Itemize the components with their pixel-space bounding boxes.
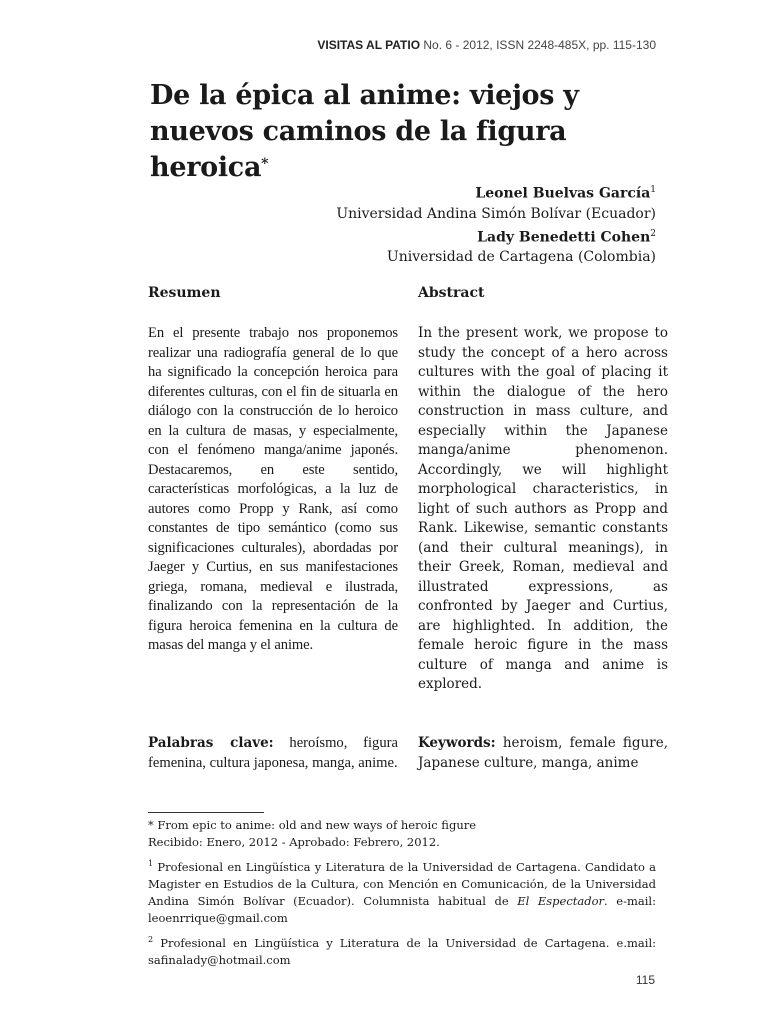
abstract-body: In the present work, we propose to study the concept of a hero across cultures with the goal of placing it within the dialogue of the hero construction in mass culture, and especially within the Japanese manga/anime phenomenon. Accordingly, we will highlight morphological characteristics, in light of such authors as Propp and Rank. Likewise, semantic constants (and their cultural meanings), in their Greek, Roman, medieval and illustrated expressions, as confronted by Jaeger and Curtius, are highlighted. In addition, the female heroic figure in the mass culture of manga and anime is explored. — [418, 325, 668, 692]
resumen-heading: Resumen — [148, 285, 221, 301]
footnote-2-text: Profesional en Lingüística y Literatura de la Universidad de Cartagena. e.mail: safinalady@hotmail.com — [148, 935, 657, 967]
author-1-mark: 1 — [650, 185, 656, 195]
footnote-1-email: . e-mail: leoenrrique@gmail.com — [148, 893, 656, 925]
author-1-name: Leonel Buelvas García — [475, 185, 651, 202]
footnote-dates: Recibido: Enero, 2012 - Aprobado: Febrero, 2012. — [148, 835, 440, 849]
footnote-2 — [148, 931, 656, 969]
keywords-text: heroism, female figure, Japanese culture, manga, anime — [418, 735, 669, 771]
author-2 — [136, 224, 656, 248]
footnote-1-text: Profesional en Lingüística y Literatura de la Universidad de Cartagena. Candidato a Magister en Estudios de la Cultura, con Mención en Comunicación, de la Universidad Andina Simón Bolívar (Ecuador). Columnista habitual de — [148, 859, 657, 908]
article-title — [150, 78, 670, 186]
page-number: 115 — [635, 973, 655, 987]
footnote-1-italic: El Espectador — [517, 893, 605, 908]
resumen-column — [148, 284, 398, 656]
footnotes — [148, 817, 656, 969]
journal-name: VISITAS AL PATIO — [317, 38, 421, 52]
footnote-star: * From epic to anime: old and new ways of heroic figure — [148, 818, 477, 832]
author-2-affiliation: Universidad de Cartagena (Colombia) — [386, 249, 656, 266]
abstract-heading: Abstract — [418, 285, 485, 301]
author-1-affiliation: Universidad Andina Simón Bolívar (Ecuador) — [336, 205, 656, 222]
abstract-column — [418, 284, 668, 695]
author-2-name: Lady Benedetti Cohen — [477, 229, 651, 246]
footnote-1-mark: 1 — [148, 859, 154, 868]
author-1 — [136, 180, 656, 204]
resumen-body: En el presente trabajo nos proponemos realizar una radiografía general de lo que ha significado la concepción heroica para diferentes culturas, con el fin de situarla en diálogo con la construcción de lo heroico en la cultura de masas, y especialmente, con el fenómeno manga/anime japonés. Destacaremos, en este sentido, características morfológicas, a la luz de autores como Propp y Rank, así como constantes de tipo semántico (como sus significaciones culturales), abordadas por Jaeger y Curtius, en sus manifestaciones griega, romana, medieval e ilustrada, finalizando con la representación de la figura heroica femenina en la cultura de masas del manga y el anime. — [148, 325, 398, 653]
footnote-2-mark: 2 — [148, 934, 154, 944]
title-footnote-mark: * — [261, 156, 269, 172]
keywords — [418, 734, 668, 773]
author-2-mark: 2 — [650, 228, 656, 239]
footnote-divider — [148, 812, 264, 813]
title-text: De la épica al anime: viejos y nuevos caminos de la figura heroica — [150, 80, 579, 183]
palabras-clave — [148, 734, 398, 773]
palabras-clave-text: heroísmo, figura femenina, cultura japonesa, manga, anime. — [148, 735, 398, 771]
running-head — [317, 38, 656, 52]
issue-info: No. 6 - 2012, ISSN 2248-485X, pp. 115-130 — [423, 38, 656, 52]
authors-block — [136, 180, 656, 267]
palabras-clave-label: Palabras clave: — [148, 735, 274, 751]
keywords-label: Keywords: — [418, 735, 496, 751]
footnote-1 — [148, 855, 656, 927]
